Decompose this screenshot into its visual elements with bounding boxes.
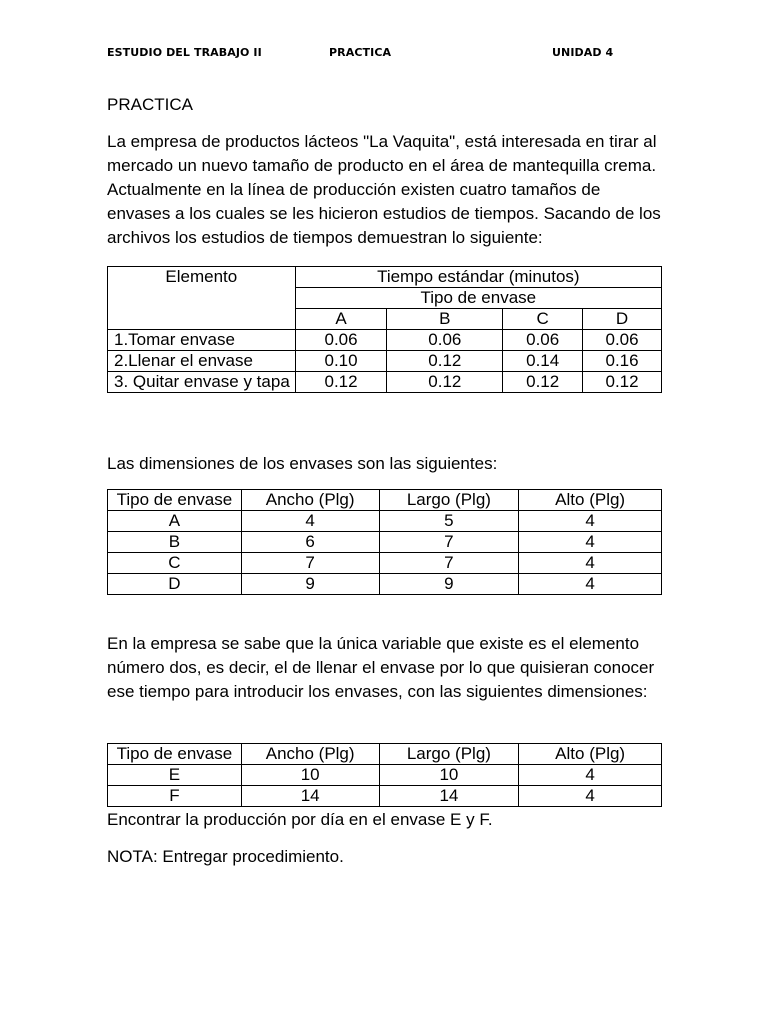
type-a-header: A [295, 309, 387, 330]
header-title: PRACTICA [329, 46, 392, 59]
row-label: 2.Llenar el envase [108, 351, 296, 372]
table-cell: 9 [379, 574, 519, 595]
table-cell: 10 [379, 765, 519, 786]
col-header: Tipo de envase [108, 490, 242, 511]
table-cell: 4 [519, 511, 662, 532]
table-cell: 7 [241, 553, 379, 574]
table-cell: E [108, 765, 242, 786]
table-cell: 10 [241, 765, 379, 786]
col-header: Alto (Plg) [519, 744, 662, 765]
table-cell: 7 [379, 553, 519, 574]
page-title: PRACTICA [107, 95, 193, 114]
type-d-header: D [583, 309, 662, 330]
new-sizes-paragraph: En la empresa se sabe que la única variable que existe es el elemento número dos, es decir, el de llenar el envase por lo que quisieran conocer ese tiempo para introducir los envases, con las siguientes dimensiones: [107, 634, 655, 701]
col-header: Ancho (Plg) [241, 490, 379, 511]
col-header: Tipo de envase [108, 744, 242, 765]
table-cell: 0.14 [503, 351, 583, 372]
table-row [108, 330, 662, 351]
table-cell: 0.06 [583, 330, 662, 351]
row-label: 3. Quitar envase y tapa [108, 372, 296, 393]
table-cell: 0.12 [583, 372, 662, 393]
table-cell: 4 [519, 574, 662, 595]
table-cell: 0.12 [387, 372, 503, 393]
dimensions-table [107, 489, 662, 595]
col-header: Ancho (Plg) [241, 744, 379, 765]
table-cell: 0.10 [295, 351, 387, 372]
table-cell: 0.16 [583, 351, 662, 372]
table-cell: 4 [519, 553, 662, 574]
type-b-header: B [387, 309, 503, 330]
note-text: NOTA: Entregar procedimiento. [107, 847, 344, 866]
col-header: Largo (Plg) [379, 490, 519, 511]
intro-paragraph: La empresa de productos lácteos "La Vaquita", está interesada en tirar al mercado un nuevo tamaño de producto en el área de mantequilla crema. Actualmente en la línea de producción existen cuatro tamaños de envases a los cuales se les hicieron estudios de tiempos. Sacando de los archivos los estudios de tiempos demuestran lo siguiente: [107, 132, 661, 247]
time-header: Tiempo estándar (minutos) [295, 267, 661, 288]
type-c-header: C [503, 309, 583, 330]
table-cell: 0.06 [295, 330, 387, 351]
table-row [108, 511, 662, 532]
table-row [108, 372, 662, 393]
table-cell: A [108, 511, 242, 532]
table-cell: 5 [379, 511, 519, 532]
dims-intro: Las dimensiones de los envases son las siguientes: [107, 454, 498, 473]
col-header: Largo (Plg) [379, 744, 519, 765]
table-cell: 0.06 [503, 330, 583, 351]
row-label: 1.Tomar envase [108, 330, 296, 351]
table-cell: C [108, 553, 242, 574]
table-cell: 4 [519, 765, 662, 786]
table-cell: 4 [241, 511, 379, 532]
table-cell: 14 [379, 786, 519, 807]
table-cell: 0.12 [387, 351, 503, 372]
table-cell: 4 [519, 786, 662, 807]
table-cell: 0.12 [503, 372, 583, 393]
new-dimensions-table [107, 743, 662, 807]
standard-times-table [107, 266, 662, 393]
table-cell: 0.12 [295, 372, 387, 393]
table-row [108, 765, 662, 786]
table-row [108, 574, 662, 595]
element-header: Elemento [108, 267, 296, 330]
task-text: Encontrar la producción por día en el envase E y F. [107, 810, 493, 829]
header-course: ESTUDIO DEL TRABAJO II [107, 46, 262, 59]
table-row [108, 553, 662, 574]
table-cell: B [108, 532, 242, 553]
page-header [0, 46, 768, 66]
table-row [108, 532, 662, 553]
table-cell: 6 [241, 532, 379, 553]
table-row [108, 786, 662, 807]
table-row [108, 351, 662, 372]
table-cell: 14 [241, 786, 379, 807]
table-cell: 4 [519, 532, 662, 553]
table-cell: F [108, 786, 242, 807]
header-unit: UNIDAD 4 [552, 46, 614, 59]
col-header: Alto (Plg) [519, 490, 662, 511]
table-cell: 9 [241, 574, 379, 595]
table-cell: D [108, 574, 242, 595]
table-cell: 0.06 [387, 330, 503, 351]
type-header: Tipo de envase [295, 288, 661, 309]
table-cell: 7 [379, 532, 519, 553]
